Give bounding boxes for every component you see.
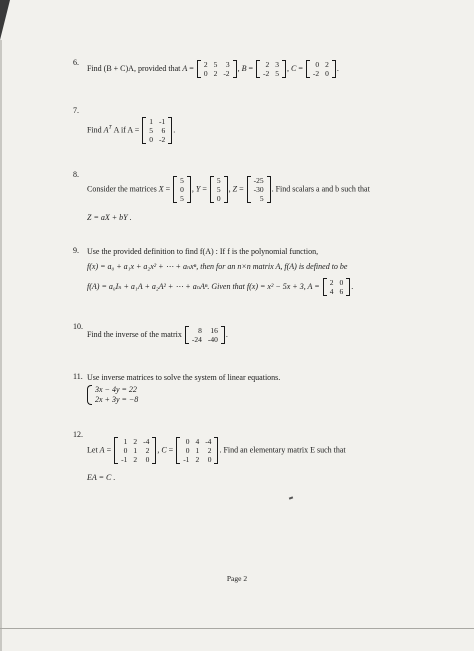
matrix-B-6 [256,60,286,78]
scan-edge [0,40,2,651]
matrix-entry: 4 [195,437,200,446]
problem-6: Find (B + C)A, provided that A = 2 5 3 0 2 -2 , B = 2 3 -2 5 , C = 0 2 -2 0 . [87,60,339,78]
matrix-entry: 2 [265,60,270,69]
matrix-A-9 [323,278,351,296]
matrix-10 [185,326,225,344]
matrix-entry: 5 [180,194,184,203]
matrix-X [173,176,191,203]
problem-11-line1: Use inverse matrices to solve the system of linear equations. [87,373,281,382]
matrix-entry: -2 [223,69,230,78]
matrix-entry: -2 [262,69,270,78]
matrix-entry: 0 [185,446,190,455]
problem-12: Let A = 1 2 -4 0 1 2 -1 2 0 , C = 0 4 -4 0 1 2 -1 2 0 . Find an elementary matrix E such that [87,437,346,464]
matrix-entry: 1 [123,437,128,446]
problem-9-line2: f(x) = a₀ + a₁x + a₂x² + ⋯ + aₙxⁿ, then for an n×n matrix A, f(A) is defined to be [87,262,348,271]
problem-7-number: 7. [73,106,79,115]
matrix-A-7 [142,117,172,144]
problem-10-number: 10. [73,322,83,331]
matrix-entry: 0 [315,60,320,69]
matrix-entry: -1 [183,455,190,464]
matrix-entry: 3 [275,60,279,69]
matrix-entry: -4 [205,437,212,446]
matrix-Y [210,176,228,203]
matrix-entry: -2 [312,69,320,78]
matrix-entry: 5 [259,194,264,203]
matrix-entry: 5 [213,60,218,69]
matrix-entry: 5 [216,176,221,185]
matrix-entry: -40 [207,335,218,344]
matrix-entry: 0 [185,437,190,446]
problem-8-number: 8. [73,170,79,179]
problem-7-prefix: Find [87,125,102,135]
matrix-entry: 0 [123,446,128,455]
matrix-A-6 [197,60,237,78]
matrix-entry: 0 [180,185,184,194]
matrix-entry: -4 [143,437,150,446]
matrix-entry: 0 [203,69,208,78]
equation-system [87,385,138,405]
matrix-entry: 0 [216,194,221,203]
problem-12-line2: EA = C . [87,473,116,482]
matrix-entry: 6 [339,287,344,296]
problem-8-line2: Z = aX + bY . [87,213,132,222]
matrix-entry: 0 [145,455,150,464]
problem-6-number: 6. [73,58,79,67]
problem-8-suffix: . Find scalars a and b such that [271,184,370,194]
equation-2: 2x + 3y = −8 [95,395,139,404]
problem-12-number: 12. [73,430,83,439]
problem-9-line3: f(A) = a₀Iₙ + a₁A + a₂A² + ⋯ + aₙAⁿ. Given that f(x) = x² − 5x + 3, A = 2 0 4 6 . [87,278,354,296]
problem-12-prefix: Let [87,445,98,455]
matrix-entry: 2 [145,446,150,455]
matrix-entry: 3 [225,60,230,69]
matrix-entry: 8 [198,326,202,335]
matrix-entry: -1 [159,117,166,126]
scan-corner-shadow [0,0,10,40]
matrix-entry: 6 [161,126,166,135]
problem-12-suffix: . Find an elementary matrix E such that [219,445,346,455]
matrix-entry: 4 [329,287,334,296]
matrix-entry: -25 [253,176,264,185]
problem-9-number: 9. [73,246,79,255]
matrix-entry: 5 [149,126,154,135]
matrix-entry: 5 [216,185,221,194]
matrix-C-12 [176,437,218,464]
matrix-entry: -2 [159,135,166,144]
scan-bottom-edge [0,628,474,629]
matrix-entry: 5 [180,176,184,185]
matrix-entry: 16 [210,326,218,335]
matrix-entry: -30 [253,185,264,194]
problem-9-definition: f(A) = a₀Iₙ + a₁A + a₂A² + ⋯ + aₙAⁿ. Given that f(x) = x² − 5x + 3, A = [87,281,320,291]
matrix-C-6 [306,60,336,78]
matrix-entry: 2 [195,455,200,464]
problem-8-text: Consider the matrices [87,184,157,194]
matrix-entry: 1 [149,117,154,126]
matrix-Z [247,176,271,203]
equation-1: 3x − 4y = 22 [95,385,137,394]
problem-8: Consider the matrices X = 5 0 5 , Y = 5 5 0 , Z = -25 -30 5 . Find scalars a and b such that [87,176,370,203]
problem-6-text: Find (B + C)A, provided that [87,63,181,73]
problem-9-line1: Use the provided definition to find f(A) : If f is the polynomial function, [87,247,319,256]
matrix-entry: 2 [325,60,329,69]
matrix-entry: -1 [121,455,128,464]
pen-mark [289,496,293,499]
problem-11-number: 11. [73,372,83,381]
problem-10: Find the inverse of the matrix 8 16 -24 -40 . [87,326,228,344]
matrix-entry: 0 [149,135,154,144]
page-footer: Page 2 [226,574,248,583]
matrix-entry: 0 [325,69,329,78]
matrix-entry: 2 [329,278,334,287]
problem-7-text: A if A = [113,125,140,135]
matrix-entry: 2 [203,60,208,69]
matrix-A-12 [114,437,156,464]
problem-10-text: Find the inverse of the matrix [87,329,182,339]
matrix-entry: 2 [133,437,138,446]
matrix-entry: 0 [339,278,344,287]
matrix-entry: 2 [213,69,218,78]
matrix-entry: 2 [207,446,212,455]
matrix-entry: 1 [133,446,138,455]
matrix-entry: 0 [207,455,212,464]
problem-7: Find $A^T$ A if A = 1 -1 5 6 0 -2 . [87,117,176,144]
matrix-entry: 5 [275,69,279,78]
matrix-entry: 2 [133,455,138,464]
matrix-entry: 1 [195,446,200,455]
matrix-entry: -24 [191,335,202,344]
